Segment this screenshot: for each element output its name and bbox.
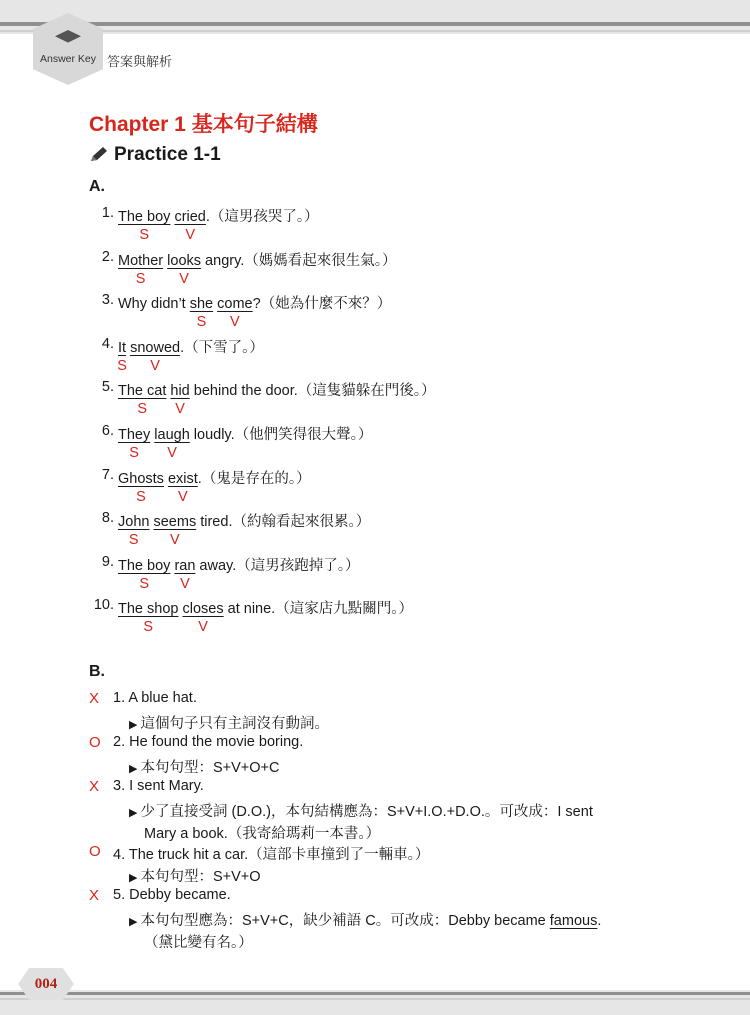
sentence-rest: loudly.（他們笑得很大聲。）: [189, 427, 373, 443]
sentence-text: [118, 205, 319, 226]
bottom-bar-line: [0, 992, 750, 995]
wrong-mark: X: [89, 690, 100, 707]
pencil-icon: [89, 146, 109, 164]
practice-title: Practice 1-1: [114, 144, 221, 165]
arrow-icon: ▶: [129, 763, 138, 775]
wrong-mark: X: [89, 778, 100, 795]
verb-text: laugh: [154, 427, 190, 443]
verb-text: exist: [167, 470, 198, 487]
answer-sentence: 1. A blue hat.: [113, 690, 197, 706]
answer-note: [129, 909, 601, 930]
answer-sentence: 5. Debby became.: [113, 887, 231, 903]
verb-marker: V: [175, 401, 185, 418]
verb-marker: V: [179, 270, 189, 287]
answer-sentence: 2. He found the movie boring.: [113, 734, 304, 750]
note-underlined-word: famous: [549, 913, 598, 929]
arrow-icon: ▶: [129, 719, 138, 731]
note-end: .: [597, 913, 602, 929]
note-text: 本句句型：S+V+O: [140, 869, 261, 885]
top-bar: [0, 0, 750, 34]
subject-marker: S: [136, 488, 146, 505]
bottom-bar-line-thin: [0, 998, 750, 1000]
subject-text: she: [189, 296, 214, 313]
verb-marker: V: [150, 357, 160, 374]
sentence-text: [118, 249, 397, 270]
sentence-text: [118, 510, 370, 531]
verb-text: closes: [182, 601, 224, 618]
subject-marker: S: [196, 314, 207, 331]
sentence-text: [118, 597, 413, 618]
sentence-text: [118, 292, 391, 313]
verb-text: snowed: [130, 339, 181, 356]
sentence-rest: angry.（媽媽看起來很生氣。）: [201, 252, 397, 269]
subject-marker: S: [117, 357, 127, 374]
answer-sentence: 4. The truck hit a car.（這部卡車撞到了一輛車。）: [113, 847, 430, 863]
item-number: 6.: [101, 423, 114, 439]
subject-text: John: [118, 514, 150, 531]
answer-sentence: 3. I sent Mary.: [113, 778, 204, 794]
top-bar-line-thin: [0, 30, 750, 32]
subject-text: The boy: [118, 209, 171, 225]
verb-marker: V: [178, 488, 188, 505]
sentence-prefix: Why didn’t: [118, 296, 190, 313]
verb-text: hid: [170, 383, 190, 400]
top-bar-line: [0, 22, 750, 26]
answer-note-continued: （黛比變有名。）: [144, 935, 253, 951]
item-number: 2.: [101, 248, 114, 265]
correct-mark: O: [89, 843, 101, 860]
subject-marker: S: [137, 401, 148, 418]
page-number: 004: [34, 976, 58, 992]
item-number: 4.: [101, 335, 114, 352]
sentence-text: [118, 379, 436, 400]
verb-marker: V: [198, 619, 208, 636]
note-text: 本句句型：S+V+O+C: [140, 760, 280, 776]
subject-marker: S: [139, 575, 150, 592]
sentence-rest: away.（這男孩跑掉了。）: [195, 557, 360, 574]
subject-text: The cat: [118, 383, 167, 400]
subject-text: It: [118, 339, 127, 356]
verb-marker: V: [170, 532, 180, 549]
answer-note: [129, 756, 279, 777]
verb-text: looks: [167, 252, 202, 269]
arrow-icon: ▶: [129, 807, 138, 819]
sentence-text: [118, 554, 360, 575]
sentence-rest: tired.（約翰看起來很累。）: [196, 514, 371, 531]
section-a-label: A.: [89, 178, 105, 195]
note-text: 本句句型應為：S+V+C，缺少補語 C。可改成：Debby became: [140, 913, 550, 929]
subject-marker: S: [139, 227, 150, 243]
sentence-rest: .（這男孩哭了。）: [205, 209, 319, 225]
item-number: 10.: [93, 597, 114, 614]
subject-text: Ghosts: [118, 470, 164, 487]
subject-marker: S: [135, 270, 146, 287]
item-number: 9.: [101, 553, 114, 570]
wrong-mark: X: [89, 887, 100, 904]
verb-text: seems: [153, 514, 197, 531]
verb-text: come: [217, 296, 253, 313]
bottom-bar: [0, 990, 750, 1015]
answer-note-continued: Mary a book.（我寄給瑪莉一本書。）: [144, 826, 381, 842]
item-number: 5.: [101, 379, 114, 396]
verb-text: cried: [174, 209, 206, 225]
subject-marker: S: [129, 445, 139, 461]
item-number: 8.: [101, 510, 114, 527]
verb-marker: V: [230, 314, 240, 331]
arrow-icon: ▶: [129, 916, 138, 928]
answer-note: [129, 712, 329, 733]
subject-text: Mother: [118, 252, 164, 269]
header-title: 答案與解析: [107, 54, 173, 69]
note-text: 少了直接受詞 (D.O.)，本句結構應為：S+V+I.O.+D.O.。可改成：I sent: [140, 804, 593, 820]
answer-key-label: Answer Key: [39, 53, 97, 65]
sentence-rest: .（下雪了。）: [180, 339, 264, 356]
correct-mark: O: [89, 734, 101, 751]
verb-marker: V: [185, 227, 195, 243]
practice-heading: [89, 144, 221, 166]
section-b-label: B.: [89, 663, 105, 680]
item-number: 1.: [101, 205, 114, 221]
item-number: 7.: [101, 466, 114, 483]
sentence-text: [118, 423, 372, 444]
sentence-rest: .（鬼是存在的。）: [197, 470, 311, 487]
subject-text: The boy: [118, 557, 171, 574]
sentence-rest: at nine.（這家店九點關門。）: [223, 601, 413, 618]
sentence-text: [118, 336, 264, 357]
subject-marker: S: [143, 619, 154, 636]
item-number: 3.: [101, 292, 114, 309]
verb-marker: V: [167, 445, 177, 461]
sentence-rest: behind the door.（這隻貓躲在門後。）: [189, 383, 436, 400]
subject-text: They: [118, 427, 151, 443]
note-text: 這個句子只有主詞沒有動詞。: [140, 716, 329, 732]
subject-marker: S: [128, 532, 139, 549]
sentence-text: [118, 467, 311, 488]
answer-note: [129, 800, 593, 821]
subject-text: The shop: [118, 601, 179, 618]
verb-text: ran: [174, 557, 196, 574]
verb-marker: V: [180, 575, 190, 592]
answer-note: [129, 865, 261, 886]
sentence-rest: ?（她為什麼不來？）: [252, 296, 392, 313]
chapter-title: Chapter 1 基本句子結構: [89, 113, 318, 136]
arrow-icon: ▶: [129, 872, 138, 884]
